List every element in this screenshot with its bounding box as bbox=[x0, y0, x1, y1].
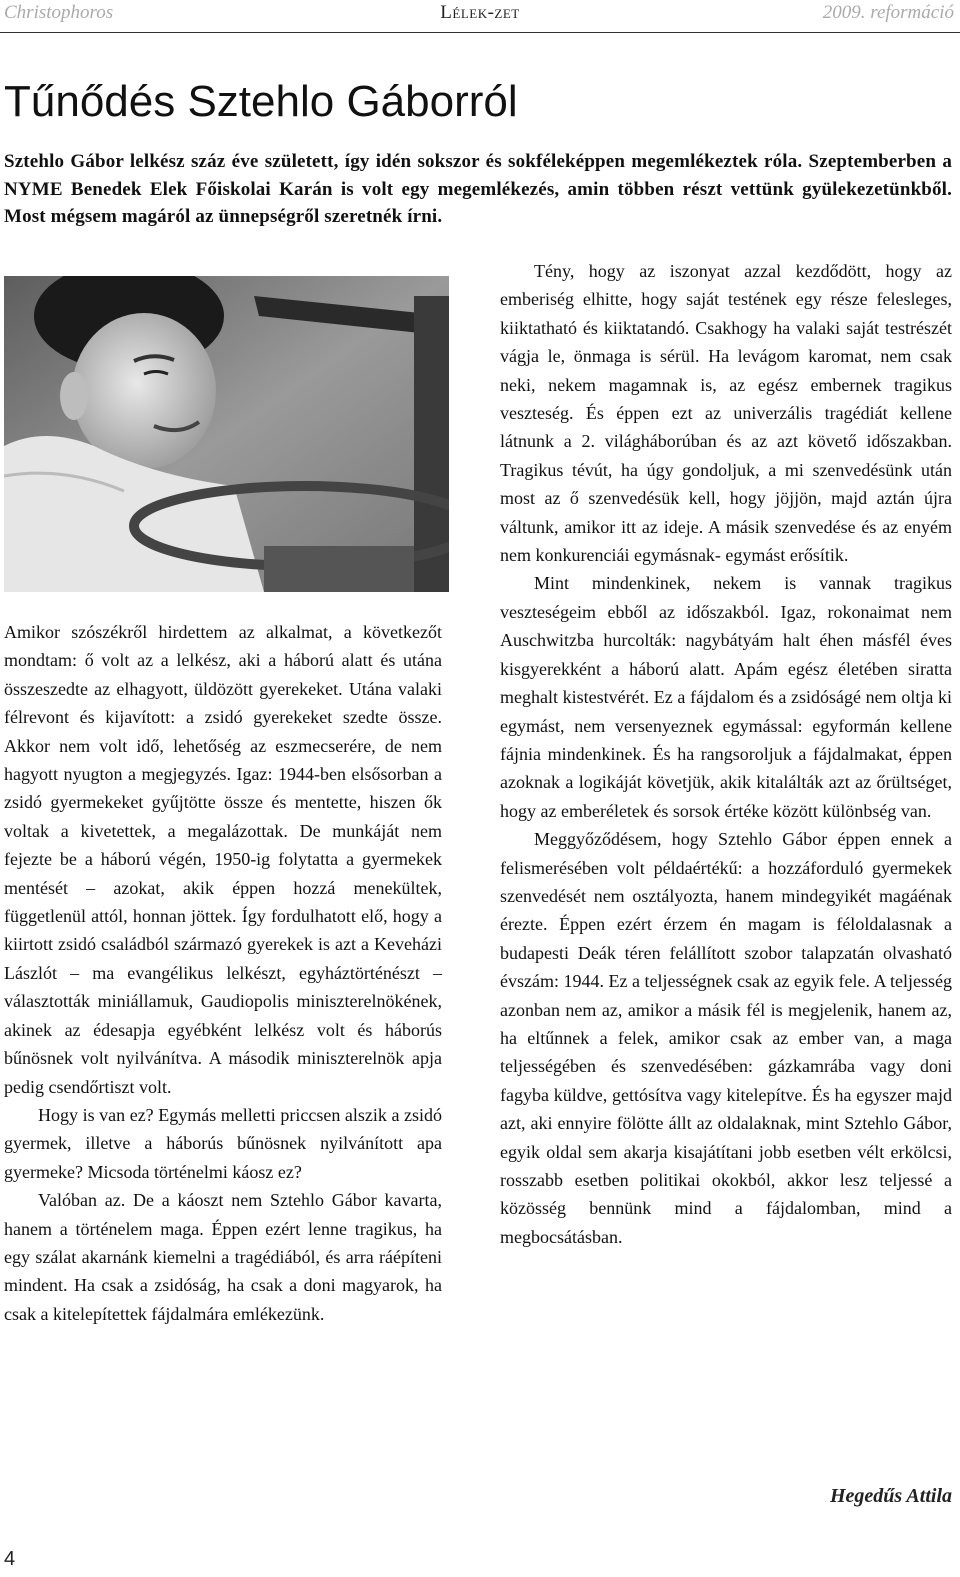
left-paragraph: Amikor szószékről hirdettem az alkalmat, a következőt mondtam: ő volt az a lelkész, aki a háború alatt és utána összeszedte az elhagyott, üldözött gyerekeket. Utána valaki félrevont és kijavított: a zsidó gyerekeket szedte össze. Akkor nem volt idő, lehetőség az eszmecserére, de nem hagyott nyugton a megjegyzés. Igaz: 1944-ben elsősorban a zsidó gyermekeket gyűjtötte össze és mentette, hiszen ők voltak a kivetettek, a megalázottak. De munkáját nem fejezte be a háború végén, 1950-ig folytatta a gyermekek mentését – azokat, akik éppen hozzá menekültek, függetlenül attól, honnan jöttek. Így fordulhatott elő, hogy a kiirtott zsidó családból származó gyerekek is azt a Keveházi Lászlót – ma evangélikus lelkészt, egyháztörténészt – választották miniállamuk, Gaudiopolis miniszterelnökének, akinek az édesapja egyébként lelkész volt és háborús bűnösnek volt nyilvánítva. A második miniszterelnök apja pedig csendőrtiszt volt. bbox=[4, 622, 442, 1097]
left-column bbox=[4, 618, 442, 1328]
right-column bbox=[500, 257, 952, 1251]
left-paragraph: Hogy is van ez? Egymás melletti priccsen alszik a zsidó gyermek, illetve a háborús bűnösnek nyilvánított apa gyermeke? Micsoda történelmi káosz ez? bbox=[4, 1104, 442, 1182]
author-signature: Hegedűs Attila bbox=[829, 1485, 952, 1507]
header-section: Lélek-zet bbox=[440, 2, 520, 23]
header-publication: Christophoros bbox=[4, 2, 114, 23]
portrait-photo bbox=[4, 276, 449, 592]
right-paragraph: Meggyőződésem, hogy Sztehlo Gábor éppen ennek a felismerésében volt példaértékű: a hozzáforduló gyermekek szenvedését nem osztályozta, hanem mindegyikét magáénak érezte. Éppen ezért érzem én magam is féloldalasnak a budapesti Deák téren felállított szobor talapzatán olvasható évszám: 1944. Ez a teljességnek csak az egyik fele. A teljesség azonban nem az, amikor a másik fél is megjelenik, hanem az, ha eltűnnek a felek, amikor csak az ember van, a maga teljességében és szenvedésében: gázkamrába vagy doni fagyba küldve, gettósítva vagy kitelepítve. És ha egyszer majd azt, aki ennyire fölötte állt az oldalaknak, mint Sztehlo Gábor, egyik oldal sem akarja kisajátítani jobb esetben vélt erkölcsi, rosszabb esetben politikai okokból, akkor lesz teljessé a közösség bennünk mind a fájdalomban, mind a megbocsátásban. bbox=[500, 829, 952, 1247]
right-paragraph: Mint mindenkinek, nekem is vannak tragikus veszteségeim ebből az időszakból. Igaz, rokonaimat nem Auschwitzba hurcolták: nagybátyám halt éhen másfél éves kisgyerekként a háború alatt. Apám egész életében siratta meghalt kistestvérét. Ez a fájdalom és a zsidóságé nem oltja ki egymást, nem versenyeznek egymással: egyformán kellene fájnia mindenkinek. És ha rangsoroljuk a fájdalmakat, éppen azoknak a logikáját követjük, akik kitalálták azt az őrültséget, hogy az emberéletek és sorsok értéke között különbség van. bbox=[500, 573, 952, 821]
portrait-photo-image bbox=[4, 276, 449, 592]
left-paragraph: Valóban az. De a káoszt nem Sztehlo Gábor kavarta, hanem a történelem maga. Éppen ezért lenne tragikus, ha egy szálat akarnánk kiemelni a tragédiából, és arra ráépíteni mindent. Ha csak a zsidóság, ha csak a doni magyarok, ha csak a kitelepítettek fájdalmára emlékezünk. bbox=[4, 1190, 442, 1324]
page-number: 4 bbox=[4, 1548, 16, 1570]
running-header bbox=[0, 0, 960, 30]
article-lead: Sztehlo Gábor lelkész száz éve született, így idén sokszor és sokféleképpen megemlékeztek róla. Szeptemberben a NYME Benedek Elek Főiskolai Karán is volt egy megemlékezés, amin többen részt vettünk gyülekezetünkből. Most mégsem magáról az ünnepségről szeretnék írni. bbox=[4, 151, 952, 227]
header-issue: 2009. reformáció bbox=[822, 2, 954, 23]
header-rule bbox=[0, 32, 960, 33]
right-paragraph: Tény, hogy az iszonyat azzal kezdődött, hogy az emberiség elhitte, hogy saját testének egy része felesleges, kiiktatható és kiiktatandó. Csakhogy ha valaki saját testrészét vágja le, önmaga is sérül. Ha levágom karomat, nem csak neki, nekem magamnak is, az egész embernek tragikus veszteség. És éppen ezt az univerzális tragédiát kellene látnunk a 2. világháborúban és az azt követő időszakban. Tragikus tévút, ha úgy gondoljuk, a mi szenvedésünk után most az ő szenvedésük kell, hogy jöjjön, majd aztán újra váltunk, amikor itt az ideje. A másik szenvedése és az enyém nem konkurenciái egymásnak- egymást erősítik. bbox=[500, 261, 952, 566]
article-title: Tűnődés Sztehlo Gáborról bbox=[4, 77, 518, 126]
